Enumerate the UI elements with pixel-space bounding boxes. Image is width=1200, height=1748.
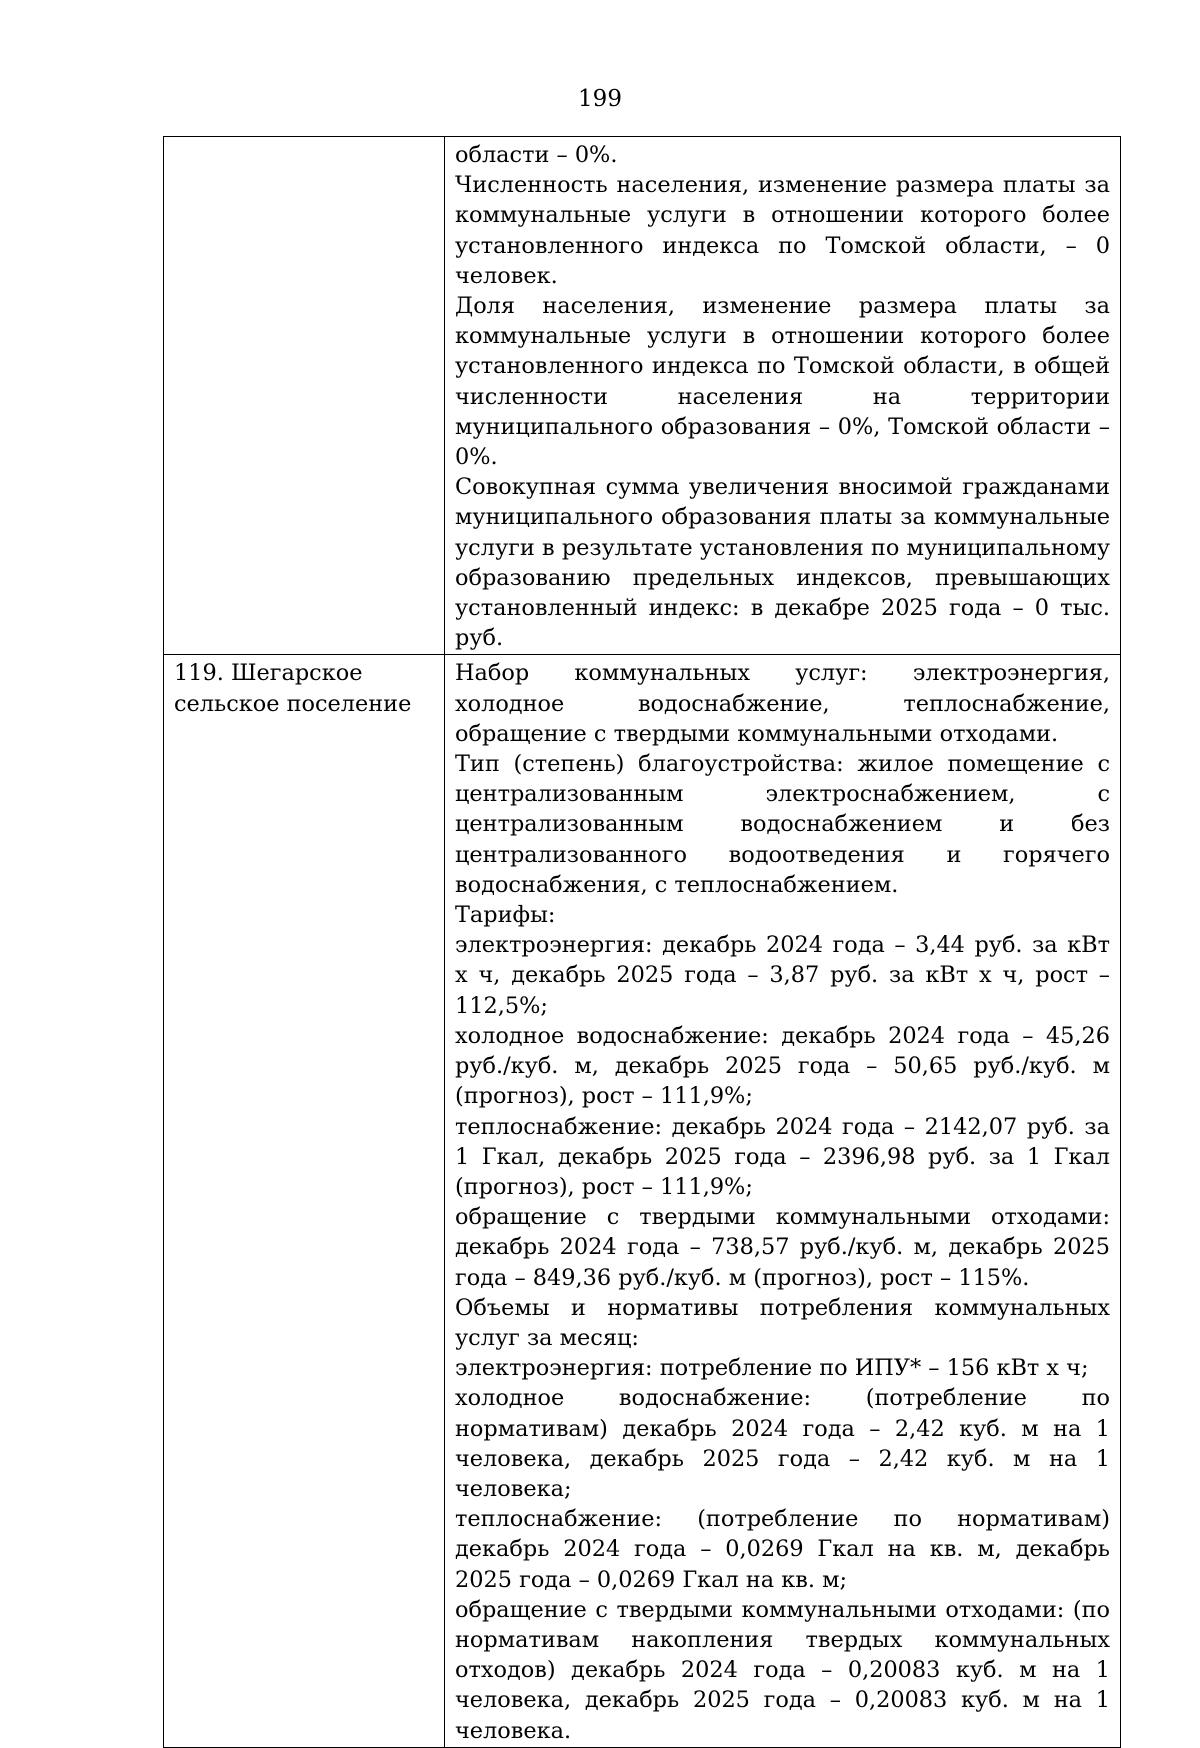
paragraph: обращение с твердыми коммунальными отходами: (по нормативам накопления твердых коммунальных отходов) декабрь 2024 года – 0,20083 куб. м на 1 человека, декабрь 2025 года – 0,20083 куб. м на 1 человека. bbox=[455, 1596, 1110, 1744]
tariff-table bbox=[163, 136, 1121, 1748]
page-number: 199 bbox=[578, 86, 622, 112]
paragraph: Численность населения, изменение размера платы за коммунальные услуги в отношении которого более установленного индекса по Томской области, – 0 человек. bbox=[455, 172, 1110, 289]
paragraph: Объемы и нормативы потребления коммунальных услуг за месяц: bbox=[455, 1294, 1110, 1351]
paragraph: теплоснабжение: декабрь 2024 года – 2142,07 руб. за 1 Гкал, декабрь 2025 года – 2396,98 руб. за 1 Гкал (прогноз), рост – 111,9%; bbox=[455, 1113, 1110, 1200]
paragraph: Совокупная сумма увеличения вносимой гражданами муниципального образования платы за коммунальные услуги в результате установления по муниципальному образованию предельных индексов, превышающих установленный индекс: в декабре 2025 года – 0 тыс. руб. bbox=[455, 474, 1110, 652]
paragraph: Набор коммунальных услуг: электроэнергия, холодное водоснабжение, теплоснабжение, обращение с твердыми коммунальными отходами. bbox=[455, 660, 1110, 747]
paragraph: электроэнергия: потребление по ИПУ* – 156 кВт х ч; bbox=[455, 1355, 1089, 1382]
municipality-cell bbox=[164, 137, 445, 655]
paragraph: обращение с твердыми коммунальными отходами: декабрь 2024 года – 738,57 руб./куб. м, декабрь 2025 года – 849,36 руб./куб. м (прогноз), рост – 115%. bbox=[455, 1204, 1110, 1291]
paragraph: области – 0%. bbox=[455, 142, 618, 168]
paragraph: Доля населения, изменение размера платы за коммунальные услуги в отношении которого более установленного индекса по Томской области, в общей численности населения на территории муниципального образования – 0%, Томской области – 0%. bbox=[455, 293, 1110, 471]
paragraph: Тип (степень) благоустройства: жилое помещение с централизованным электроснабжением, с централизованным водоснабжением и без централизованного водоотведения и горячего водоснабжения, с теплоснабжением. bbox=[455, 751, 1110, 898]
details-cell bbox=[445, 655, 1121, 1747]
table-row bbox=[164, 655, 1121, 1747]
details-cell bbox=[445, 137, 1121, 655]
paragraph: холодное водоснабжение: (потребление по нормативам) декабрь 2024 года – 2,42 куб. м на 1 человека, декабрь 2025 года – 2,42 куб. м на 1 человека; bbox=[455, 1385, 1110, 1502]
paragraph: электроэнергия: декабрь 2024 года – 3,44 руб. за кВт х ч, декабрь 2025 года – 3,87 руб. за кВт х ч, рост – 112,5%; bbox=[455, 932, 1110, 1019]
paragraph: Тарифы: bbox=[455, 902, 556, 929]
municipality-cell: 119. Шегарское сельское поселение bbox=[164, 655, 445, 1747]
paragraph: холодное водоснабжение: декабрь 2024 года – 45,26 руб./куб. м, декабрь 2025 года – 50,65 руб./куб. м (прогноз), рост – 111,9%; bbox=[455, 1022, 1110, 1110]
table-row bbox=[164, 137, 1121, 655]
paragraph: теплоснабжение: (потребление по нормативам) декабрь 2024 года – 0,0269 Гкал на кв. м, декабрь 2025 года – 0,0269 Гкал на кв. м; bbox=[455, 1506, 1110, 1593]
